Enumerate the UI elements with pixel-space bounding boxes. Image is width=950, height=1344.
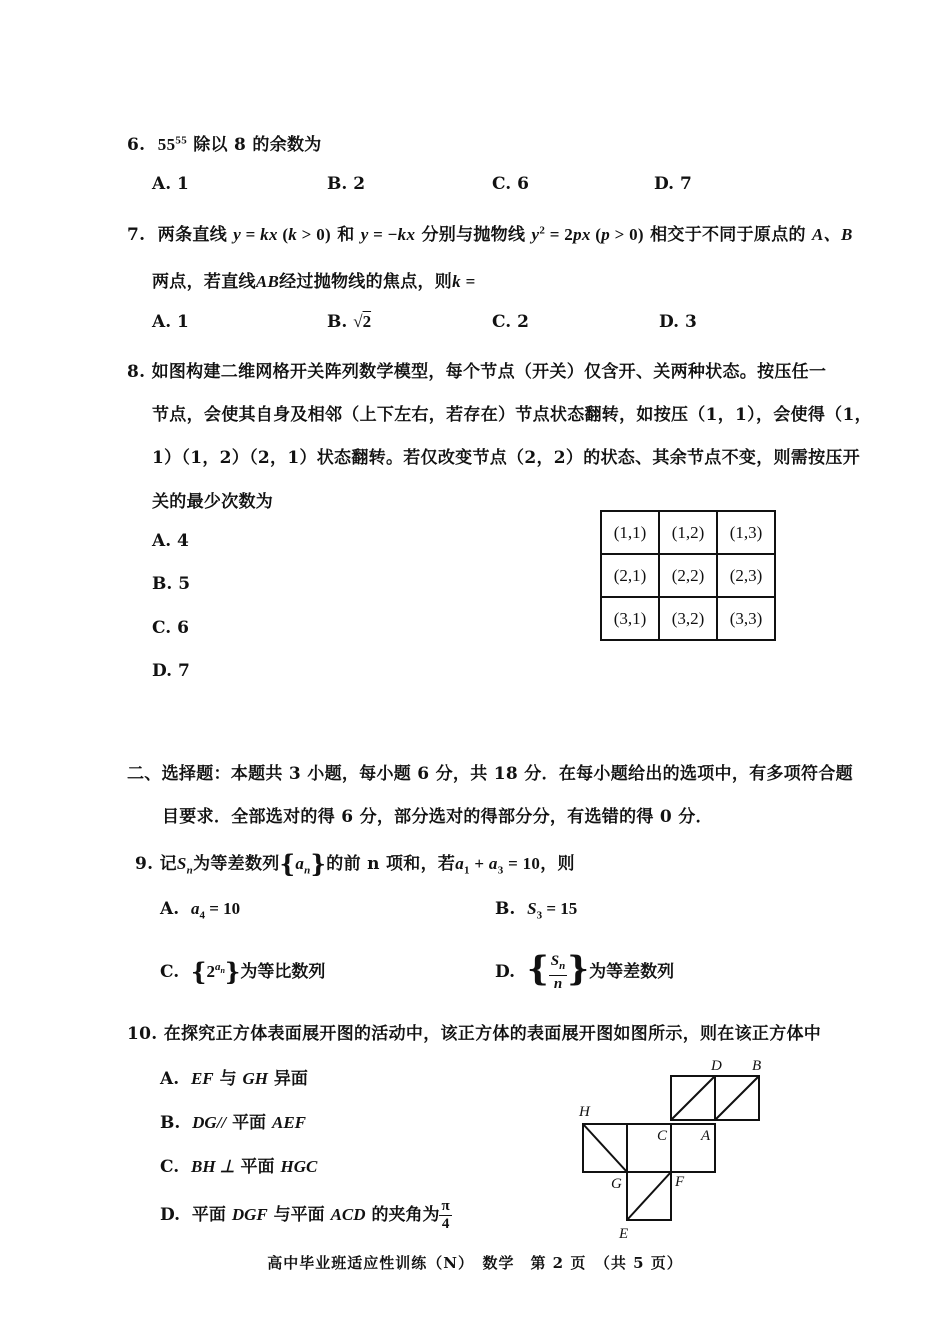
q6-option-d: D. 7 bbox=[654, 174, 692, 194]
grid-cell: (3,2) bbox=[659, 597, 717, 640]
net-label-b: B bbox=[752, 1058, 762, 1074]
q8-option-b: B. 5 bbox=[152, 574, 191, 594]
q9-option-b: B. $S_3 = 15$ bbox=[495, 899, 578, 922]
net-diagonal bbox=[583, 1124, 627, 1172]
grid-cell: (2,3) bbox=[717, 554, 775, 597]
q8-option-a: A. 4 bbox=[152, 531, 189, 551]
q6-stem: 6. $55^{55}$ 除以 8 的余数为 bbox=[127, 134, 322, 155]
an-seq: $\{a_n\}$ bbox=[279, 849, 327, 878]
sn: $S_n$ bbox=[176, 854, 194, 877]
grid-cell: (1,2) bbox=[659, 511, 717, 554]
net-label-a: A bbox=[701, 1128, 711, 1144]
grid-cell: (1,1) bbox=[601, 511, 659, 554]
q6-option-b: B. 2 bbox=[327, 174, 366, 194]
q7-stem-line1: 7. 两条直线 y = kx (k > 0) 和 y = −kx 分别与抛物线 $y^2 = 2px$ (p > 0) 相交于不同于原点的 A、B bbox=[127, 224, 853, 245]
q9-condition: $a_1 + a_3 = 10$ bbox=[455, 854, 541, 877]
net-label-d: D bbox=[711, 1058, 722, 1074]
q9-stem: 9. 记$S_n$为等差数列$\{a_n\}$的前 n 项和，若$a_1 + a_3 = 10$，则 bbox=[135, 849, 575, 878]
cube-net-figure bbox=[575, 1052, 795, 1242]
net-label-c: C bbox=[657, 1128, 668, 1144]
q7-option-c: C. 2 bbox=[492, 312, 529, 332]
q7-line2-eq: y = −kx bbox=[360, 225, 416, 244]
section2-heading-line2: 目要求．全部选对的得 6 分，部分选对的得部分分，有选错的得 0 分． bbox=[162, 807, 713, 827]
q7-stem-line2: 两点，若直线AB经过抛物线的焦点，则k = bbox=[152, 272, 476, 292]
net-diagonal bbox=[715, 1076, 759, 1120]
q8-stem-line2: 节点，会使其自身及相邻（上下左右，若存在）节点状态翻转，如按压（1，1），会使得（1， bbox=[152, 405, 872, 425]
q10-option-d: D. 平面 DGF 与平面 ACD 的夹角为 $\frac{\pi}{4}$ bbox=[160, 1198, 450, 1232]
grid-cell: (2,1) bbox=[601, 554, 659, 597]
q8-option-d: D. 7 bbox=[152, 661, 190, 681]
switch-grid bbox=[600, 510, 776, 641]
q7-option-d: D. 3 bbox=[659, 312, 697, 332]
page-footer: 高中毕业班适应性训练（N） 数学 第 2 页 （共 5 页） bbox=[267, 1254, 683, 1272]
q6-option-a: A. 1 bbox=[152, 174, 189, 194]
q7-option-a: A. 1 bbox=[152, 312, 189, 332]
net-label-f: F bbox=[675, 1174, 685, 1190]
q10-option-a: A. EF 与 GH 异面 bbox=[160, 1069, 308, 1089]
q8-stem-line1: 8. 如图构建二维网格开关阵列数学模型，每个节点（开关）仅含开、关两种状态。按压任一 bbox=[127, 362, 827, 382]
q7-parabola-eq: $y^2 = 2px$ (p > 0) bbox=[531, 224, 644, 244]
grid-cell: (3,3) bbox=[717, 597, 775, 640]
grid-cell: (2,2) bbox=[659, 554, 717, 597]
q9-option-d: D. { $\frac{S_n}{n}$ }为等差数列 bbox=[495, 949, 675, 993]
grid-cell: (1,3) bbox=[717, 511, 775, 554]
q9-option-a: A. $a_4 = 10$ bbox=[160, 899, 241, 922]
q8-stem-line3: 1）（1，2）（2，1）状态翻转。若仅改变节点（2，2）的状态、其余节点不变，则需按压开 bbox=[152, 448, 860, 468]
net-label-h: H bbox=[579, 1104, 590, 1120]
net-diagonal bbox=[627, 1172, 671, 1220]
q7-option-b: B. √2 bbox=[327, 312, 372, 332]
q6-option-c: C. 6 bbox=[492, 174, 529, 194]
q8-option-c: C. 6 bbox=[152, 618, 189, 638]
section2-heading-line1: 二、选择题：本题共 3 小题，每小题 6 分，共 18 分．在每小题给出的选项中，有多项符合题 bbox=[127, 764, 853, 784]
net-diagonal bbox=[671, 1076, 715, 1120]
q10-option-b: B. DG// 平面 AEF bbox=[160, 1113, 307, 1133]
q10-option-c: C. BH ⊥ 平面 HGC bbox=[160, 1157, 318, 1177]
grid-cell: (3,1) bbox=[601, 597, 659, 640]
q9-option-c: C. $\{2^{a_n}\}$为等比数列 bbox=[160, 957, 326, 986]
net-label-g: G bbox=[611, 1176, 622, 1192]
q10-stem: 10. 在探究正方体表面展开图的活动中，该正方体的表面展开图如图所示，则在该正方体中 bbox=[127, 1024, 822, 1044]
q7-line1-eq: y = kx (k > 0) bbox=[233, 225, 331, 244]
q8-stem-line4: 关的最少次数为 bbox=[152, 492, 274, 512]
sqrt2: √2 bbox=[353, 312, 372, 331]
net-label-e: E bbox=[619, 1226, 629, 1242]
